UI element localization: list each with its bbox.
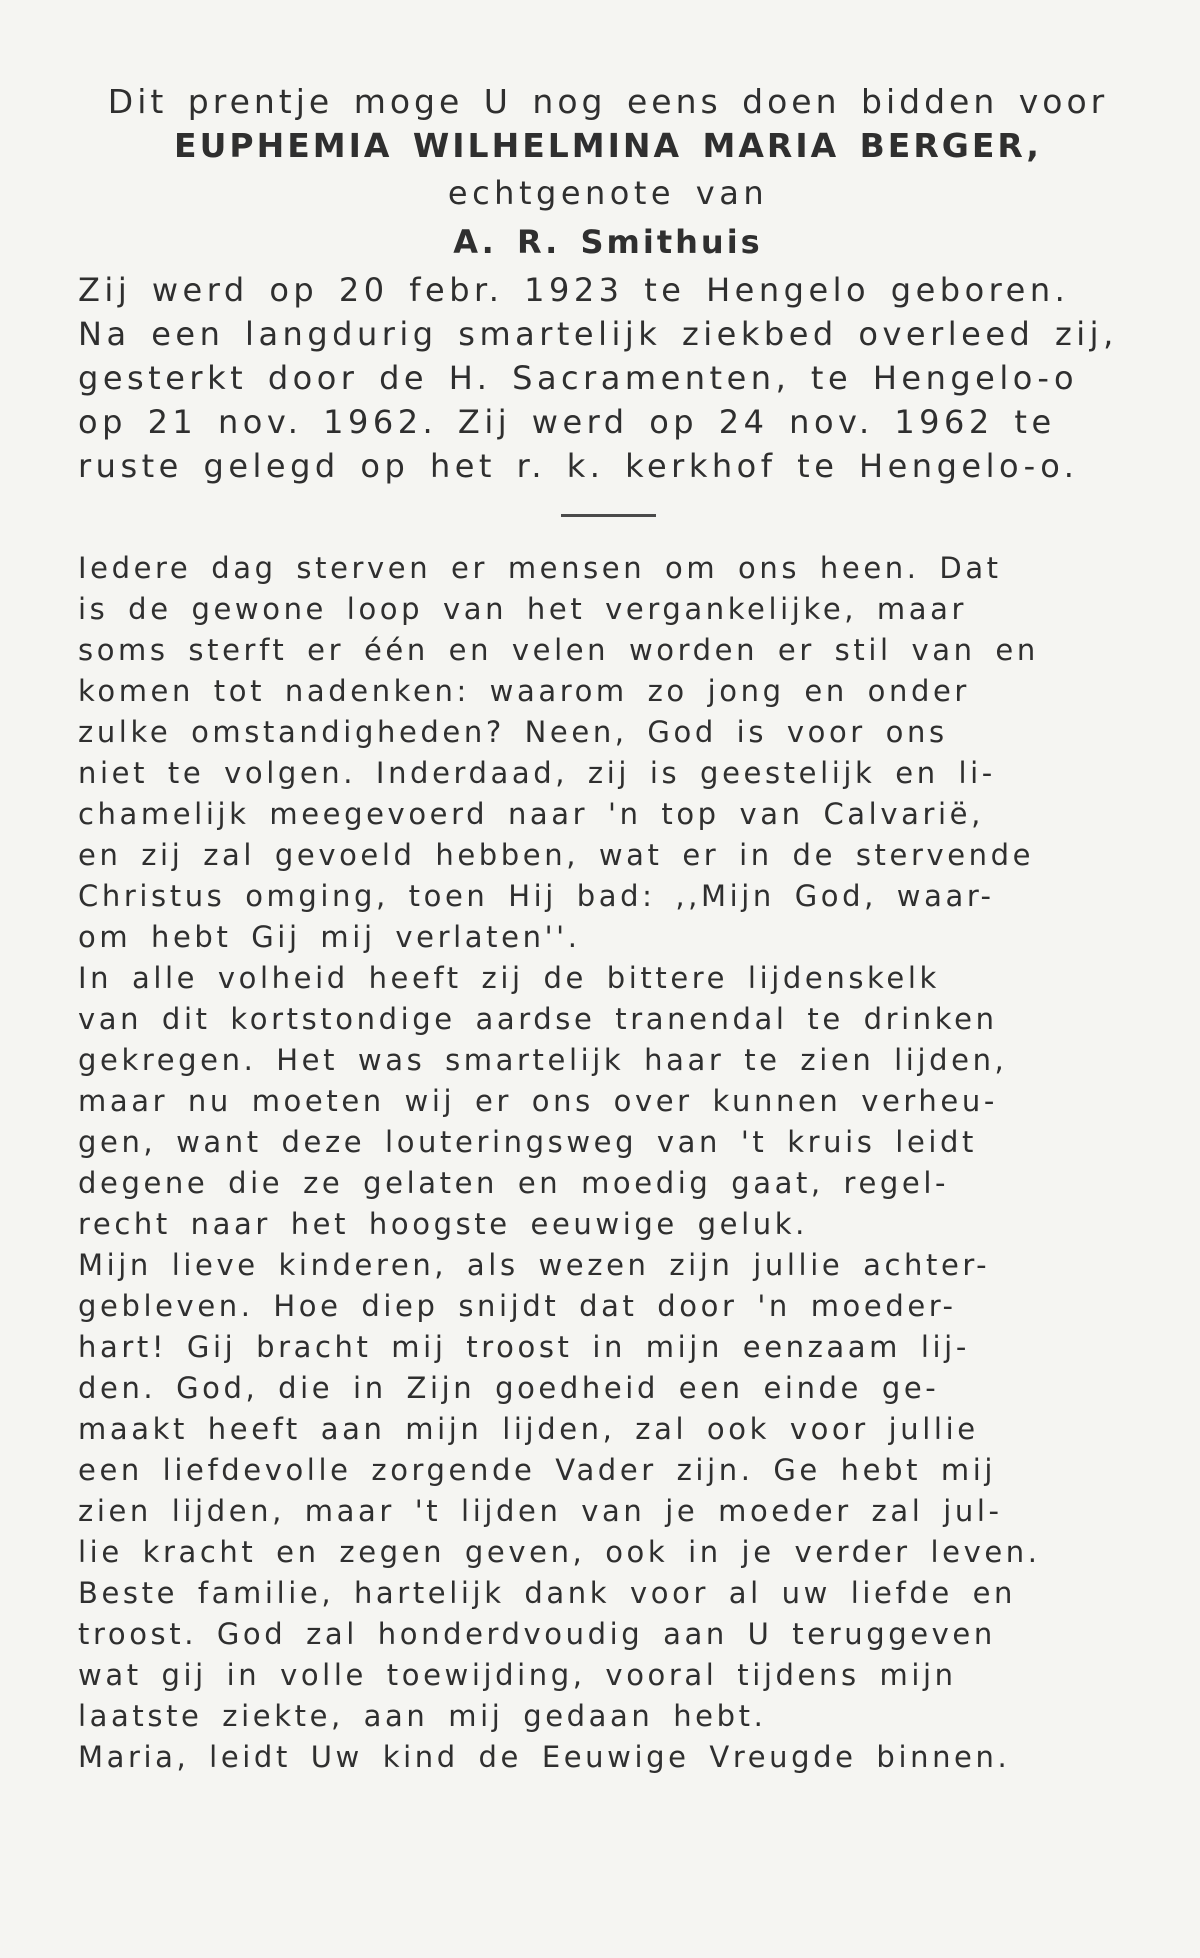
text-line: hart! Gij bracht mij troost in mijn eenzaam lij- — [78, 1330, 970, 1364]
text-line: soms sterft er één en velen worden er stil van en — [78, 633, 1039, 667]
text-line: In alle volheid heeft zij de bittere lijdenskelk — [78, 961, 940, 995]
text-line: lie kracht en zegen geven, ook in je verder leven. — [78, 1535, 1041, 1569]
text-line: recht naar het hoogste eeuwige geluk. — [78, 1207, 808, 1241]
text-line: Beste familie, hartelijk dank voor al uw liefde en — [78, 1576, 1017, 1610]
text-line: een liefdevolle zorgende Vader zijn. Ge hebt mij — [78, 1453, 997, 1487]
bio-line: gesterkt door de H. Sacramenten, te Hengelo-o — [78, 359, 1079, 397]
text-line: Iedere dag sterven er mensen om ons heen. Dat — [78, 551, 1002, 585]
text-line: troost. God zal honderdvoudig aan U teruggeven — [78, 1617, 996, 1651]
text-line: laatste ziekte, aan mij gedaan hebt. — [78, 1699, 767, 1733]
meditation-text — [78, 548, 1138, 1778]
bio-line: op 21 nov. 1962. Zij werd op 24 nov. 1962 te — [78, 403, 1056, 441]
text-line: Christus omging, toen Hij bad: ,,Mijn God, waar- — [78, 879, 995, 913]
bio-line: Zij werd op 20 febr. 1923 te Hengelo geboren. — [78, 271, 1070, 309]
spouse-name: A. R. Smithuis — [453, 223, 763, 261]
text-line: chamelijk meegevoerd naar 'n top van Calvarië, — [78, 797, 984, 831]
intro-line: Dit prentje moge U nog eens doen bidden voor — [107, 82, 1109, 121]
text-line: is de gewone loop van het vergankelijke, maar — [78, 592, 968, 626]
text-line: den. God, die in Zijn goedheid een einde ge- — [78, 1371, 940, 1405]
text-line: niet te volgen. Inderdaad, zij is geestelijk en li- — [78, 756, 996, 790]
text-line: van dit kortstondige aardse tranendal te drinken — [78, 1002, 998, 1036]
closing-prayer: Maria, leidt Uw kind de Eeuwige Vreugde binnen. — [78, 1740, 1011, 1774]
spouse-caption: echtgenote van — [447, 174, 769, 212]
text-line: zulke omstandigheden? Neen, God is voor ons — [78, 715, 948, 749]
deceased-name: EUPHEMIA WILHELMINA MARIA BERGER, — [174, 126, 1042, 165]
text-line: zien lijden, maar 't lijden van je moeder zal jul- — [78, 1494, 1003, 1528]
text-line: en zij zal gevoeld hebben, wat er in de stervende — [78, 838, 1035, 872]
text-line: gen, want deze louteringsweg van 't kruis leidt — [78, 1125, 978, 1159]
text-line: komen tot nadenken: waarom zo jong en onder — [78, 674, 970, 708]
card-content — [78, 80, 1138, 1778]
biography — [78, 268, 1138, 488]
text-line: wat gij in volle toewijding, vooral tijdens mijn — [78, 1658, 957, 1692]
text-line: om hebt Gij mij verlaten''. — [78, 920, 581, 954]
text-line: degene die ze gelaten en moedig gaat, regel- — [78, 1166, 950, 1200]
bio-line: Na een langdurig smartelijk ziekbed overleed zij, — [78, 315, 1118, 353]
text-line: maar nu moeten wij er ons over kunnen verheu- — [78, 1084, 998, 1118]
bio-line: ruste gelegd op het r. k. kerkhof te Hengelo-o. — [78, 447, 1079, 485]
text-line: gekregen. Het was smartelijk haar te zien lijden, — [78, 1043, 1008, 1077]
text-line: maakt heeft aan mijn lijden, zal ook voor jullie — [78, 1412, 979, 1446]
divider — [561, 514, 656, 517]
text-line: Mijn lieve kinderen, als wezen zijn jullie achter- — [78, 1248, 991, 1282]
text-line: gebleven. Hoe diep snijdt dat door 'n moeder- — [78, 1289, 957, 1323]
